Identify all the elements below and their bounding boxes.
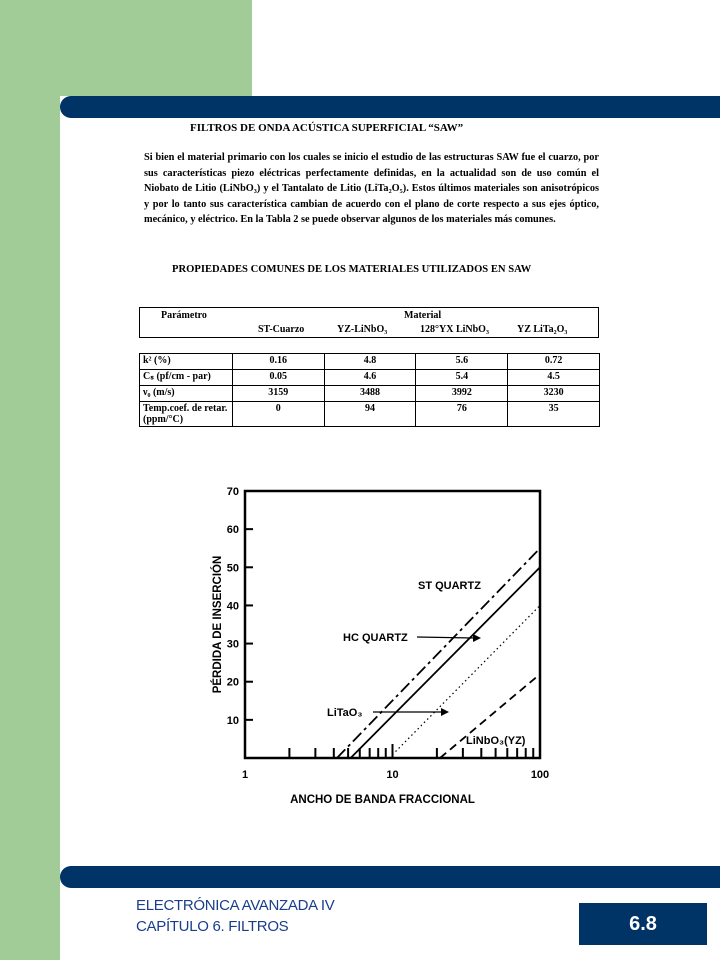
value-cell: 0.72 [508,354,600,370]
bottom-footer-band [60,866,720,888]
y-tick-label: 20 [226,676,239,689]
value-cell: 0 [232,402,324,427]
annotation-label: ST QUARTZ [418,580,481,592]
plot-frame [245,491,540,758]
table-header [139,307,599,338]
y-tick-label: 70 [226,486,239,498]
y-axis-label: PÉRDIDA DE INSERCIÓN [212,555,224,694]
value-cell: 5.6 [416,354,508,370]
value-cell: 35 [508,402,600,427]
insertion-loss-chart [205,476,560,809]
page-number: 6.8 [579,903,707,945]
annotation-arrow [417,637,473,638]
param-cell: Cₛ (pf/cm - par) [140,370,233,386]
value-cell: 0.05 [232,370,324,386]
footer-chapter: CAPÍTULO 6. FILTROS [136,918,289,935]
value-cell: 3488 [324,386,416,402]
y-tick-label: 30 [226,638,239,651]
value-cell: 4.6 [324,370,416,386]
param-cell: Temp.coef. de retar. (ppm/°C) [140,402,233,427]
value-cell: 94 [324,402,416,427]
value-cell: 4.5 [508,370,600,386]
series-line [351,567,540,758]
material-header-3: 128°YX LiNbO₃ [420,324,489,335]
value-cell: 3230 [508,386,600,402]
y-tick-label: 50 [226,562,239,575]
y-tick-label: 40 [226,600,239,613]
x-tick-label: 10 [386,769,399,781]
material-header: Material [404,310,442,321]
value-cell: 4.8 [324,354,416,370]
value-cell: 0.16 [232,354,324,370]
table-row [140,370,600,386]
y-tick-label: 60 [226,524,239,537]
param-cell: ν₀ (m/s) [140,386,233,402]
top-decorative-block [60,0,252,96]
annotation-label: LiTaO₃ [327,707,363,719]
table-title: PROPIEDADES COMUNES DE LOS MATERIALES UTILIZADOS EN SAW [172,264,532,275]
annotation-label: LiNbO₃(YZ) [466,735,526,747]
param-cell: k² (%) [140,354,233,370]
value-cell: 76 [416,402,508,427]
left-decorative-bar [0,0,60,960]
top-header-band [60,96,720,118]
value-cell: 3992 [416,386,508,402]
table-row [140,354,600,370]
value-cell: 3159 [232,386,324,402]
param-header: Parámetro [161,310,207,321]
table-row [140,402,600,427]
properties-table [139,353,600,427]
arrow-head [473,634,481,642]
material-header-1: ST-Cuarzo [258,324,305,335]
arrow-head [441,708,449,716]
x-tick-label: 1 [241,769,249,781]
footer-text [136,895,334,937]
value-cell: 5.4 [416,370,508,386]
intro-paragraph: Si bien el material primario con los cuales se inicio el estudio de las estructuras SAW fue el cuarzo, por sus características piezo eléctricas perfectamente definidas, en la actualidad son de uso común el Niobato de Litio (LiNbO₃) y el Tantalato de Litio (LiTa₂O₅). Estos últimos materiales son anisotrópicos y por lo tanto sus característica cambian de acuerdo con el plano de corte respecto a sus ejes óptico, mecánico, y eléctrico. En la Tabla 2 se puede observar algunos de los materiales más comunes. [144,152,599,225]
x-axis-label: ANCHO DE BANDA FRACCIONAL [290,794,475,806]
x-tick-label: 100 [530,769,550,781]
section-title: FILTROS DE ONDA ACÚSTICA SUPERFICIAL “SAW” [190,122,464,134]
y-tick-label: 10 [226,714,239,727]
table-row [140,386,600,402]
material-header-4: YZ LiTa₂O₃ [517,324,568,335]
material-header-2: YZ-LiNbO₃ [337,324,388,335]
footer-course: ELECTRÓNICA AVANZADA IV [136,897,335,914]
annotation-label: HC QUARTZ [343,632,408,644]
